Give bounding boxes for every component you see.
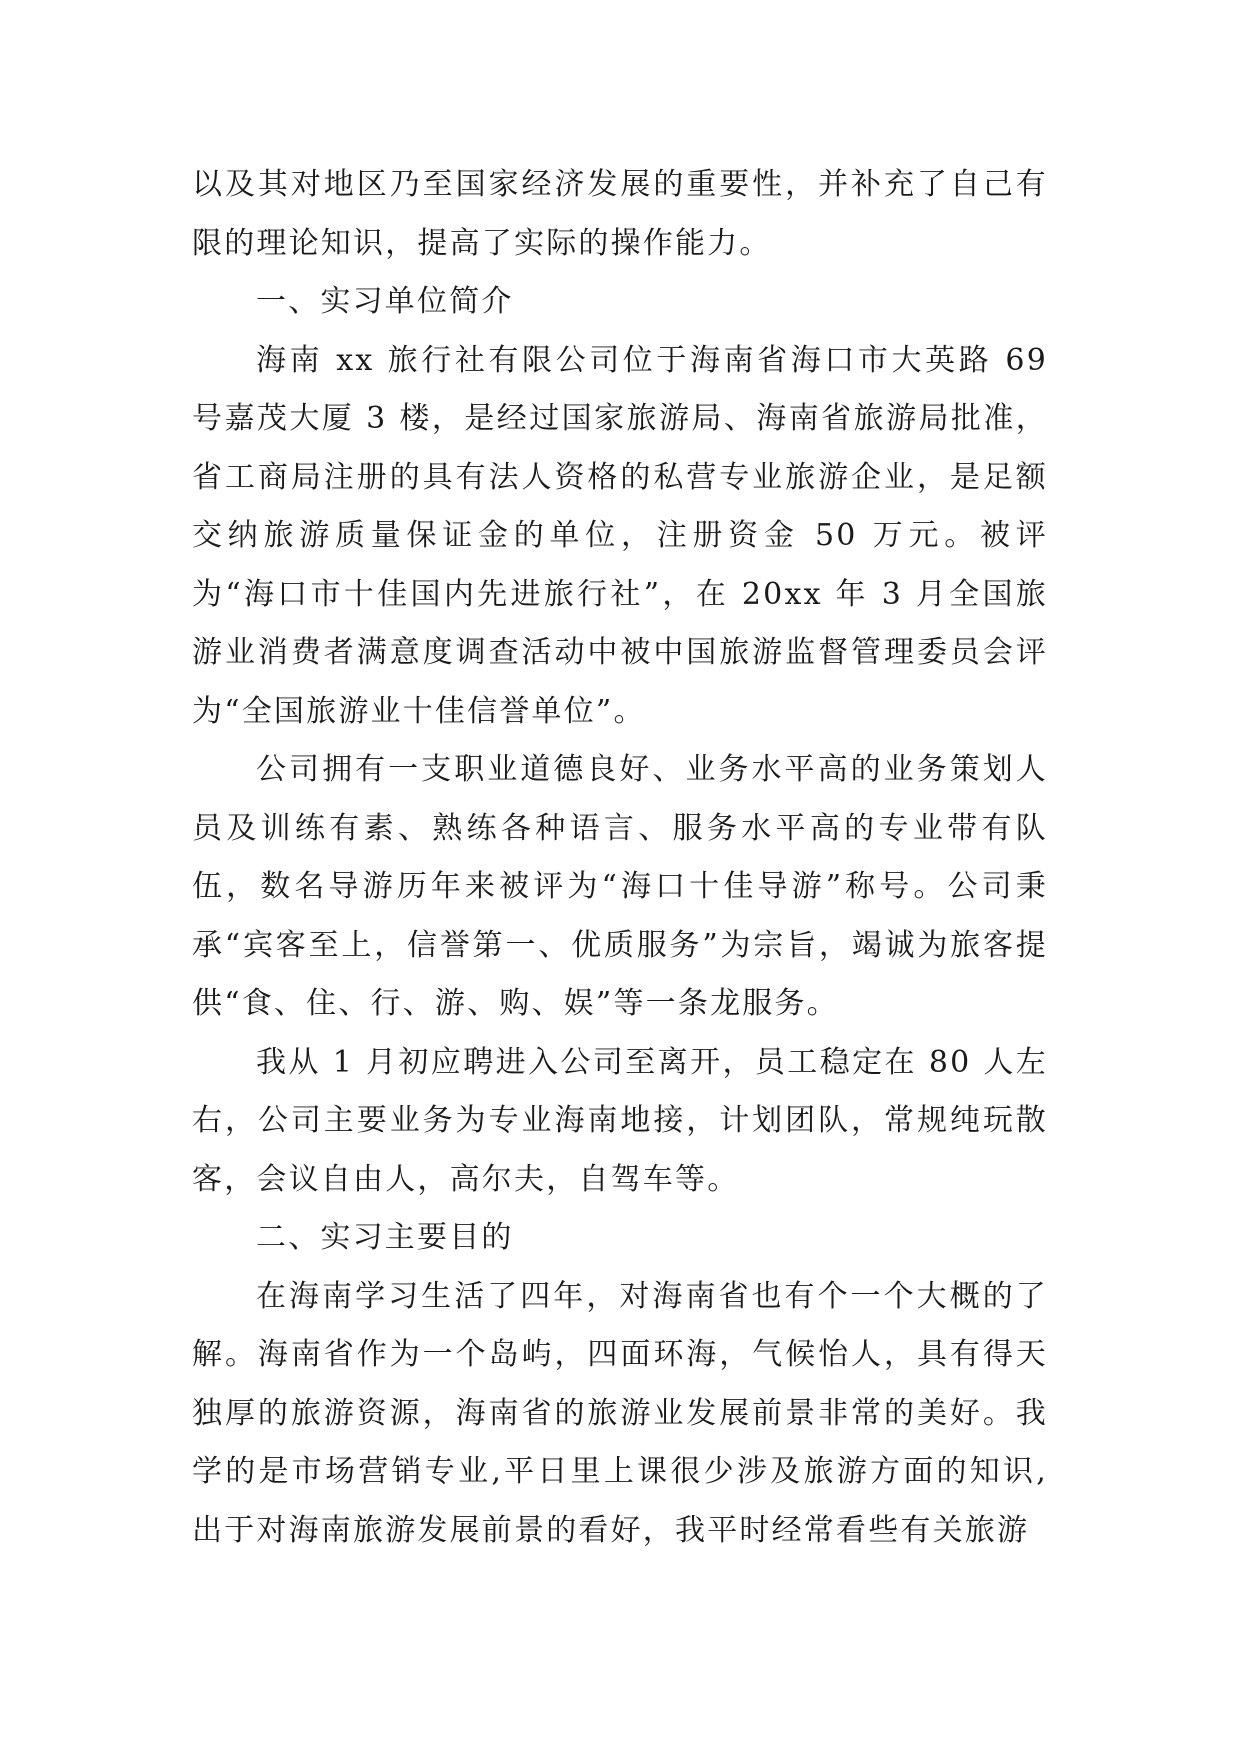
paragraph-company-staff: 公司拥有一支职业道德良好、业务水平高的业务策划人员及训练有素、熟练各种语言、服务水平高的专业带有队伍，数名导游历年来被评为“海口十佳导游”称号。公司秉承“宾客至上，信誉第一、优质服务”为宗旨，竭诚为旅客提供“食、住、行、游、购、娱”等一条龙服务。 — [192, 752, 1048, 1021]
section-heading-internship-purpose: 二、实习主要目的 — [256, 1220, 514, 1255]
paragraph-company-location: 海南 xx 旅行社有限公司位于海南省海口市大英路 69 号嘉茂大厦 3 楼，是经过国家旅游局、海南省旅游局批准，省工商局注册的具有法人资格的私营专业旅游企业，是足额交纳旅游质量保证金的单位，注册资金 50 万元。被评为“海口市十佳国内先进旅行社”，在 20xx 年 3 月全国旅游业消费者满意度调查活动中被中国旅游监督管理委员会评为“全国旅游业十佳信誉单位”。 — [192, 342, 1048, 729]
continuation-paragraph: 以及其对地区乃至国家经济发展的重要性，并补充了自己有限的理论知识，提高了实际的操作能力。 — [192, 167, 1048, 261]
document-body — [192, 156, 1048, 1560]
paragraph-company-business: 我从 1 月初应聘进入公司至离开，员工稳定在 80 人左右，公司主要业务为专业海南地接，计划团队，常规纯玩散客，会议自由人，高尔夫，自驾车等。 — [192, 1044, 1048, 1197]
paragraph-internship-purpose: 在海南学习生活了四年，对海南省也有个一个大概的了解。海南省作为一个岛屿，四面环海，气候怡人，具有得天独厚的旅游资源，海南省的旅游业发展前景非常的美好。我学的是市场营销专业,平日里上课很少涉及旅游方面的知识,出于对海南旅游发展前景的看好，我平时经常看些有关旅游 — [192, 1278, 1048, 1548]
section-heading-unit-intro: 一、实习单位简介 — [256, 284, 514, 319]
